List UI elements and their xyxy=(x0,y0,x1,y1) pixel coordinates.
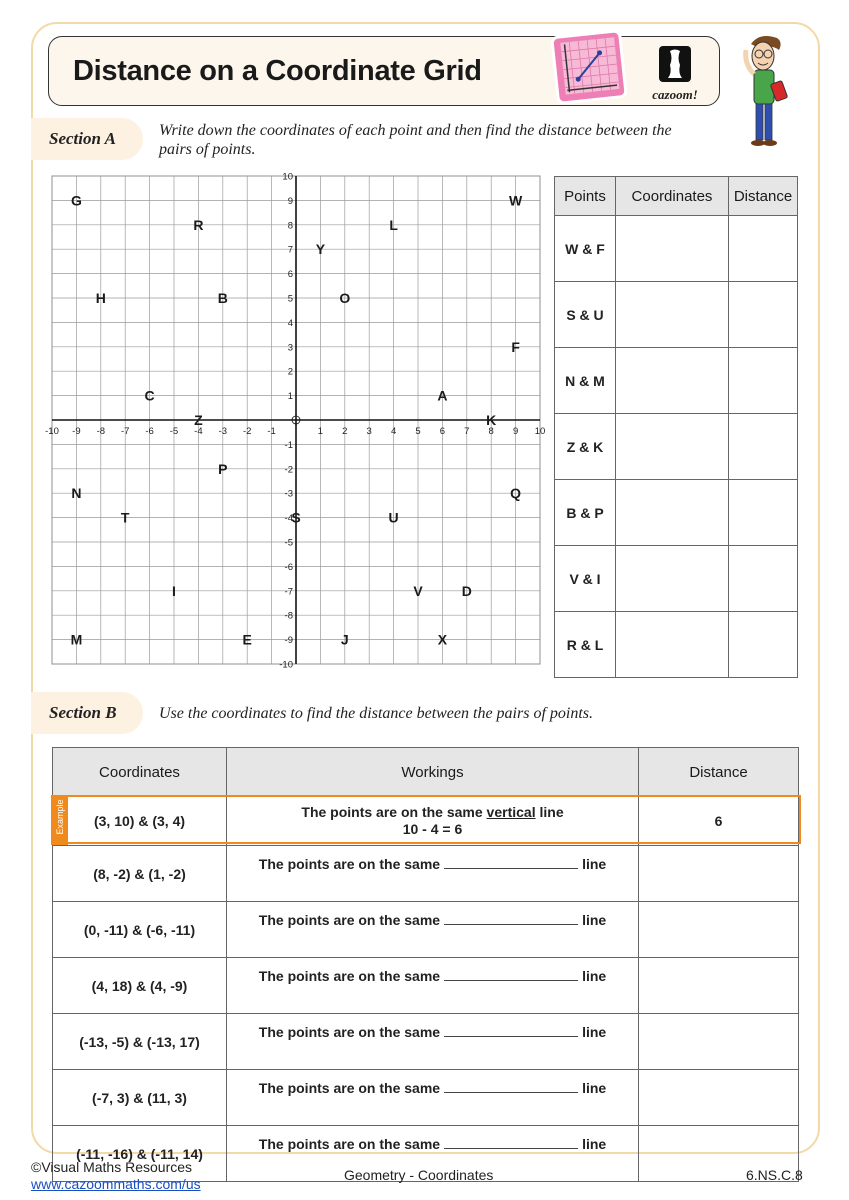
header-points: Points xyxy=(555,177,616,216)
workings-suffix: line xyxy=(582,1136,607,1152)
logo-text: cazoom! xyxy=(652,87,698,102)
y-tick-label: 2 xyxy=(287,366,293,378)
coordinate-pair: (4, 18) & (4, -9) xyxy=(53,958,227,1014)
x-tick-label: -5 xyxy=(169,426,179,437)
workings-cell xyxy=(227,1070,639,1126)
table-row xyxy=(555,480,798,546)
distance-answer-cell[interactable] xyxy=(729,612,798,678)
distance-answer-cell[interactable] xyxy=(729,348,798,414)
coordinates-answer-cell[interactable] xyxy=(616,414,729,480)
footer-website-wrapper xyxy=(31,1176,201,1192)
header-distance: Distance xyxy=(729,177,798,216)
x-tick-label: 8 xyxy=(488,426,494,437)
x-tick-label: 10 xyxy=(534,426,546,437)
distance-answer-cell[interactable] xyxy=(729,216,798,282)
answer-blank[interactable] xyxy=(444,1078,578,1093)
mascot-character-icon xyxy=(737,32,793,148)
workings-cell xyxy=(227,902,639,958)
distance-answer-cell[interactable] xyxy=(729,414,798,480)
distance-answer-cell[interactable] xyxy=(729,546,798,612)
point-label: K xyxy=(486,412,497,428)
workings-cell xyxy=(227,958,639,1014)
coordinates-answer-cell[interactable] xyxy=(616,216,729,282)
y-tick-label: -7 xyxy=(284,586,293,598)
x-tick-label: -3 xyxy=(218,426,228,437)
y-tick-label: 8 xyxy=(287,220,293,232)
table-row xyxy=(555,414,798,480)
workings-suffix: line xyxy=(582,1080,607,1096)
answer-blank[interactable] xyxy=(444,854,578,869)
point-label: F xyxy=(511,338,520,355)
y-tick-label: 1 xyxy=(287,391,293,403)
header-workings: Workings xyxy=(227,748,639,797)
y-tick-label: 10 xyxy=(282,171,293,183)
distance-answer-cell[interactable] xyxy=(639,1070,799,1126)
footer-copyright: ©Visual Maths Resources xyxy=(31,1159,193,1175)
y-tick-label: 3 xyxy=(287,342,293,354)
point-pair-label: B & P xyxy=(555,480,616,546)
x-tick-label: -2 xyxy=(242,426,252,437)
answer-blank[interactable] xyxy=(444,1134,578,1149)
point-label: E xyxy=(242,631,252,648)
coordinate-grid-icon xyxy=(550,28,629,105)
table-row xyxy=(53,1014,799,1070)
footer-topic: Geometry - Coordinates xyxy=(344,1167,494,1183)
point-pair-label: N & M xyxy=(555,348,616,414)
table-row xyxy=(555,282,798,348)
page-title: Distance on a Coordinate Grid xyxy=(73,55,482,87)
workings-prefix: The points are on the same xyxy=(258,1024,441,1040)
workings-suffix: line xyxy=(582,1024,607,1040)
section-a-instructions xyxy=(159,121,739,159)
logo-figure-icon xyxy=(645,44,705,84)
y-tick-label: 5 xyxy=(287,293,293,305)
point-pair-label: W & F xyxy=(555,216,616,282)
x-tick-label: -8 xyxy=(96,426,106,437)
y-tick-label: 4 xyxy=(287,317,293,329)
x-tick-label: -4 xyxy=(194,426,203,437)
point-label: O xyxy=(339,290,351,306)
workings-prefix: The points are on the same xyxy=(258,1080,441,1096)
coordinate-grid-svg xyxy=(45,171,546,671)
point-label: S xyxy=(291,509,301,526)
answer-blank[interactable] xyxy=(444,966,578,981)
y-tick-label: -1 xyxy=(284,439,293,451)
x-tick-label: 2 xyxy=(342,426,348,437)
workings-suffix: line xyxy=(582,968,607,984)
y-tick-label: -6 xyxy=(284,561,293,573)
point-pair-label: V & I xyxy=(555,546,616,612)
workings-cell xyxy=(227,846,639,902)
point-label: G xyxy=(70,192,82,209)
distance-answer-cell[interactable] xyxy=(639,902,799,958)
section-b-tab xyxy=(31,692,143,734)
table-row xyxy=(555,348,798,414)
workings-suffix: line xyxy=(582,856,607,872)
section-a-instructions-line2: pairs of points. xyxy=(159,141,256,158)
header-distance: Distance xyxy=(639,748,799,797)
coordinate-grid xyxy=(45,171,546,671)
workings-prefix: The points are on the same xyxy=(258,856,441,872)
section-a-label: Section A xyxy=(49,129,116,148)
coordinates-answer-cell[interactable] xyxy=(616,282,729,348)
distance-answer-cell[interactable] xyxy=(639,846,799,902)
x-tick-label: 4 xyxy=(390,426,397,437)
x-tick-label: 3 xyxy=(366,426,372,437)
point-label: P xyxy=(218,460,228,477)
table-row xyxy=(555,546,798,612)
example-tag-label: Example xyxy=(55,799,65,835)
table-row xyxy=(555,612,798,678)
table-row xyxy=(53,846,799,902)
point-label: X xyxy=(437,631,448,648)
y-tick-label: -9 xyxy=(284,635,293,647)
point-label: T xyxy=(120,509,130,526)
coordinate-pair: (0, -11) & (-6, -11) xyxy=(53,902,227,958)
coordinate-pair: (8, -2) & (1, -2) xyxy=(53,846,227,902)
section-a-instructions-line1: Write down the coordinates of each point and then find the distance between the xyxy=(159,122,672,139)
cazoom-logo xyxy=(645,44,705,100)
point-label: R xyxy=(193,216,204,233)
point-label: C xyxy=(144,387,155,404)
example-work-keyword: vertical xyxy=(486,804,536,820)
workings-prefix: The points are on the same xyxy=(258,968,441,984)
answer-blank[interactable] xyxy=(444,910,578,925)
workings-cell xyxy=(227,1014,639,1070)
example-tag xyxy=(51,795,68,845)
x-tick-label: -7 xyxy=(120,426,130,437)
coordinates-answer-cell[interactable] xyxy=(616,612,729,678)
point-label: H xyxy=(95,290,106,306)
point-label: W xyxy=(508,192,523,209)
y-tick-label: -5 xyxy=(284,537,293,549)
table-header-row xyxy=(555,177,798,216)
coordinates-answer-cell[interactable] xyxy=(616,546,729,612)
x-tick-label: -9 xyxy=(72,426,81,437)
y-tick-label: -3 xyxy=(284,488,293,500)
section-b-instructions: Use the coordinates to find the distance between the pairs of points. xyxy=(159,705,594,722)
y-tick-label: 9 xyxy=(287,195,293,207)
point-pair-label: S & U xyxy=(555,282,616,348)
point-pair-label: R & L xyxy=(555,612,616,678)
example-work-line2: 10 - 4 = 6 xyxy=(402,821,463,837)
coordinates-answer-cell[interactable] xyxy=(616,348,729,414)
x-tick-label: 9 xyxy=(512,426,519,437)
point-label: J xyxy=(340,631,349,648)
point-label: M xyxy=(70,631,83,648)
x-tick-label: -6 xyxy=(145,426,154,437)
x-tick-label: 7 xyxy=(464,426,470,437)
y-tick-label: -4 xyxy=(284,513,293,525)
workings-prefix: The points are on the same xyxy=(258,1136,441,1152)
table-row xyxy=(555,216,798,282)
distance-answer-cell[interactable] xyxy=(639,958,799,1014)
x-tick-label: 1 xyxy=(317,426,324,437)
example-work-prefix: The points are on the same xyxy=(301,804,487,820)
y-tick-label: 6 xyxy=(287,269,293,281)
answer-blank[interactable] xyxy=(444,1022,578,1037)
y-tick-label: -8 xyxy=(284,610,293,622)
y-tick-label: -2 xyxy=(284,464,293,476)
header-coordinates: Coordinates xyxy=(616,177,729,216)
y-tick-label: 7 xyxy=(287,244,293,256)
x-tick-label: -10 xyxy=(45,426,59,437)
point-label: D xyxy=(461,582,472,599)
distance-answer-cell[interactable] xyxy=(729,480,798,546)
table-row xyxy=(53,1070,799,1126)
point-label: N xyxy=(71,485,82,502)
workings-prefix: The points are on the same xyxy=(258,912,441,928)
y-tick-label: -10 xyxy=(279,659,293,671)
example-work-suffix: line xyxy=(535,804,564,820)
point-label: Z xyxy=(194,412,203,428)
x-tick-label: 5 xyxy=(415,426,421,437)
point-label: B xyxy=(217,290,228,306)
coordinates-answer-cell[interactable] xyxy=(616,480,729,546)
point-label: V xyxy=(413,582,423,599)
coordinate-pair: (-11, -16) & (-11, 14) xyxy=(53,1126,227,1182)
table-row xyxy=(53,902,799,958)
coordinate-pair: (-13, -5) & (-13, 17) xyxy=(53,1014,227,1070)
point-label: L xyxy=(389,216,398,233)
distance-answer-cell[interactable] xyxy=(639,1014,799,1070)
point-label: A xyxy=(437,387,448,404)
footer-standard: 6.NS.C.8 xyxy=(746,1167,803,1183)
table-row xyxy=(53,958,799,1014)
section-b-label: Section B xyxy=(49,703,117,722)
footer-website-link[interactable]: www.cazoommaths.com/us xyxy=(31,1176,201,1192)
example-highlight-frame xyxy=(51,795,801,844)
section-a-table xyxy=(554,176,798,678)
point-label: I xyxy=(172,582,176,599)
distance-answer-cell[interactable] xyxy=(729,282,798,348)
section-a-tab xyxy=(31,118,143,160)
example-coordinates: (3, 10) & (3, 4) xyxy=(53,797,227,846)
x-tick-label: -1 xyxy=(267,426,276,437)
workings-suffix: line xyxy=(582,912,607,928)
example-distance: 6 xyxy=(639,797,799,846)
header-coordinates: Coordinates xyxy=(53,748,227,797)
point-pair-label: Z & K xyxy=(555,414,616,480)
point-label: Q xyxy=(510,485,522,502)
x-tick-label: 6 xyxy=(439,426,446,437)
point-label: U xyxy=(388,509,399,526)
table-header-row xyxy=(53,748,799,797)
point-label: Y xyxy=(315,241,326,258)
coordinate-pair: (-7, 3) & (11, 3) xyxy=(53,1070,227,1126)
